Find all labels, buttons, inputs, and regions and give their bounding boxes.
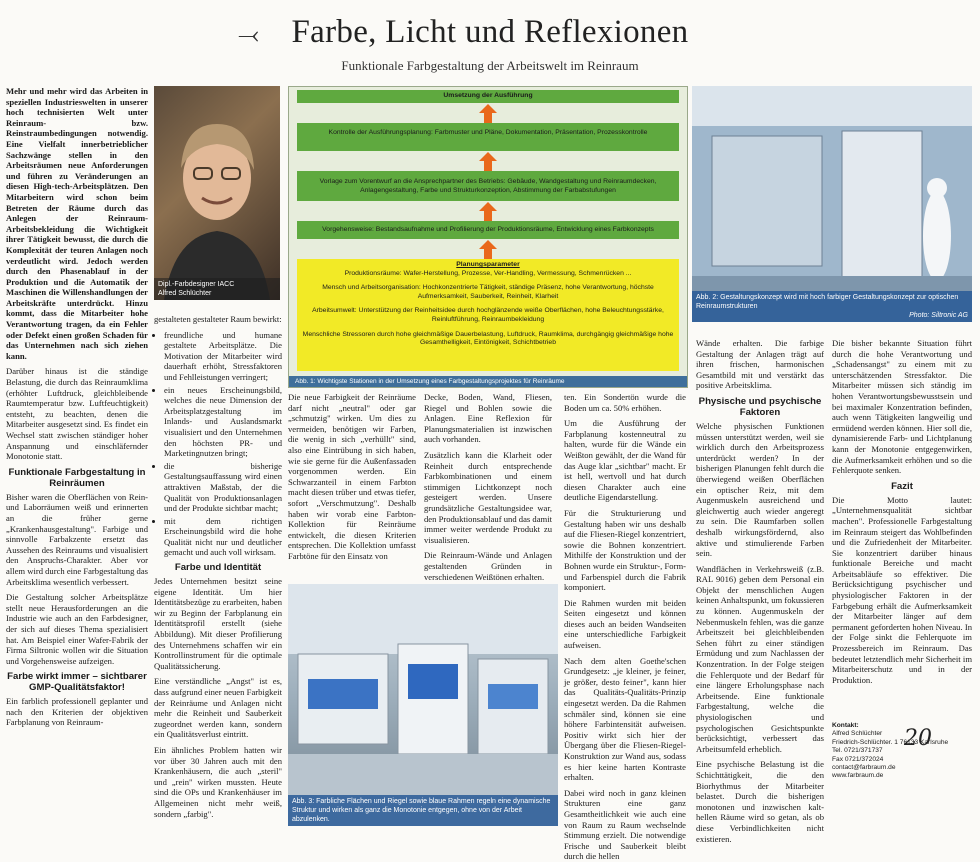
arrow-stem xyxy=(484,211,492,221)
col2-paragraph-2: Jedes Unternehmen besitzt seine eigene Identität. Um hier Identitätsbezüge zu erarbeiten, haben wir zu Beginn der Farbplanung ein Identitätsprofil erstellt (siehe Abbildung). Mit dieser Profilierung des Unternehmens schaffen wir ein Kontrollinstrument für die optimale Qualitätssicherung. xyxy=(154,576,282,671)
portrait-figure xyxy=(154,86,280,300)
contact-box xyxy=(832,722,952,781)
col6-paragraph-3: Wandflächen in Verkehrsweiß (z.B. RAL 9016) geben dem Personal ein Objekt der menschlichen Augen keinen Anhaltspunkt, um fokussieren zu können. Augenmuskeln der Nebenmuskeln fehlen, was die ganze Arbeitszeit bei gleichbleibenden Sehen führt zu einer ständigen Ermüdung und zum Nachlassen der Konzentration. In der Folge steigen die Fehlerquote und der Bedarf für eine längere Erholungsphase nach Arbeitsende. Eine funktionale Farbgestaltung, welche die physiologischen und psychologischen Gesichtspunkte berücksichtigt, verbessert das Arbeitsumfeld erheblich. xyxy=(696,563,824,754)
col2-paragraph-3: Eine verständliche „Angst" ist es, dass aufgrund einer neuen Farbigkeit der Reinräume und Anlagen nicht mehr die Reinheit und Sauberkeit zugeordnet werden kann, sondern ein Qualitätsverlust eintritt. xyxy=(154,676,282,740)
contact-street: Friedrich-Schlüchter. 1 76133 Karlsruhe xyxy=(832,738,949,746)
intro-paragraph-3: Bisher waren die Oberflächen von Rein- und Laborräumen weiß und erinnerten an die früher gerne „Krankenhausgestaltung". Farbige und sinnvolle Farbakzente ersetzt das Aussehen des Reinraums und visualisiert den Anspruchs-Charakter. Aber vor allem wird durch eine Farbgestaltung das Arbeitsklima wesentlich verbessert. xyxy=(6,491,148,587)
arrow-up-icon xyxy=(479,202,497,211)
planning-line-stressors: Menschliche Stressoren durch hohe gleichmäßige Dauerbelastung, Luftdruck, Raumklima, durchgängig gleichmäßige hohe Gesamthelligkeit, Eintönigkeit, Schichtbetrieb xyxy=(302,330,674,347)
contact-phone: Tel. 0721/371737 xyxy=(832,747,883,755)
portrait-caption-title: Dipl.-Farbdesigner IACC xyxy=(158,281,235,288)
contact-website[interactable]: www.farbraum.de xyxy=(832,772,884,780)
diagram-caption: Abb. 1: Wichtigste Stationen in der Umsetzung eines Farbgestaltungsprojektes für Reinräume xyxy=(289,376,687,387)
col4-paragraph-1: Decke, Boden, Wand, Fliesen, Riegel und Bohlen sowie die Anlagen. Eine Reflexion für Planungsmaterialien ist inzwischen auch vorhanden. xyxy=(424,392,552,445)
column-4 xyxy=(424,392,552,582)
column-2 xyxy=(154,314,282,826)
section-heading-identitaet: Farbe und Identität xyxy=(174,562,262,574)
col5-paragraph-2: Um die Ausführung der Farbplanung kostenneutral zu halten, wurde für die Wände ein Weißton gewählt, der die Wand für das Auge klar „sichtbar" macht. Er ist hell, wertvoll und hat durch diesen Charakter auch eine deutliche Eigendarstellung. xyxy=(564,418,686,503)
col2-intro: gestalteten gestalteter Raum bewirkt: xyxy=(154,314,282,324)
page-title: Farbe, Licht und Reflexionen xyxy=(291,14,689,50)
column-7 xyxy=(832,338,972,718)
cleanroom-photo-bottom xyxy=(288,584,558,826)
col7-paragraph-1: Die bisher bekannte Situation führt durch die hohe Verantwortung und „Schadensangst" zu einem mit zu unterschätzenden Stressfaktor. Die Mitarbeiter müssen sich ständig im hohen Verantwortungsbewusstsein und bei maximaler Konzentration befinden, auch wenn Tätigkeiten langweilig und ermüdend werden können. Hier soll die, dynamisierende Farb- und Lichtplanung kann der Monotonie entgegenwirken, die Aufmerksamkeit erhöhen und so die Fehlerquote senken. xyxy=(832,338,972,476)
planning-line-environment: Arbeitsumwelt: Unterstützung der Reinheitsidee durch hochglänzende weiße Oberflächen, hohe Beleuchtungsstärke, Reinluftführung, Reinraumbekleidung xyxy=(312,307,664,323)
col3-paragraph: Die neue Farbigkeit der Reinräume darf nicht „neutral" oder gar „schmutzig" wirken. Um dies zu vermeiden, benötigen wir Farben, die wenig in sich „verhüllt" sind, also eine Eintrübung in sich haben, wie sie gerne für die Außenfassaden vorgenommen werden. Ein Schwarzanteil in einem Farbton macht diesen trüber und etwas tiefer, sofort „Verschmutzung". Deshalb haben wir vorab eine Farbton-Kollektion für Reinräume entwickelt, die diesen Kriterien entsprechen. Die Kollektion umfasst Farbtöne für den Einsatz von xyxy=(288,392,416,561)
contact-fax: Fax 0721/372024 xyxy=(832,755,884,763)
col5-paragraph-5: Nach dem alten Goethe'schen Grundgesetz: „je kleiner, je feiner, je größer, desto feiner", kann hier das Qualitäts-Qualitäts-Prinzip eingesetzt werden. Da die Rahmen schmäler sind, können sie eine höhere Farbintensität aufweisen. Positiv wirkt sich hier der Übergang über die Fliesen-Riegel-Konstruktion zur Wand aus, sodass es hier keine harten Kontraste erhalten. xyxy=(564,655,686,783)
planning-title: Planungsparameter xyxy=(456,261,520,268)
col4-paragraph-2: Zusätzlich kann die Klarheit oder Reinheit durch entsprechende Farbkombinationen und einem stimmigen Lichtkonzept noch gesteigert werden. Unsere grundsätzliche Gestaltungsidee war, den Produktionsablauf und das damit immer weiter werdende Produkt zu visualisieren. xyxy=(424,449,552,545)
intro-paragraph-4: Die Gestaltung solcher Arbeitsplätze stellt neue Herausforderungen an die Industrie wie auch an den Farbdesigner, der sich auf dieses Thema spezialisiert hat. Am Beispiel einer Wafer-Fabrik der Firma Siltronic wollen wir die Situation und Vorgehensweise aufzeigen. xyxy=(6,592,148,666)
benefits-list xyxy=(154,330,282,558)
cleanroom-corridor-scene xyxy=(692,86,972,322)
col4-paragraph-3: Die Reinraum-Wände und Anlagen gestaltenden Gründen in verschiedenen Weißtönen erhalten. xyxy=(424,550,552,582)
process-diagram xyxy=(288,86,688,388)
column-3 xyxy=(288,392,416,578)
planning-line-people: Mensch und Arbeitsorganisation: Hochkonzentrierte Tätigkeit, ständige Präsenz, hohe Verantwortung, höchste Aufmerksamkeit, Sauberkeit, Reinheit, Klarheit xyxy=(322,284,654,300)
benefit-item: • freundliche und humane gestaltete Arbeitsplätze. Die Motivation der Mitarbeiter wird dauerhaft erhöht, Stressfaktoren und Fehlleistungen verringert; xyxy=(164,330,282,383)
col7-paragraph-2: Die Motto lautet: „Unternehmensqualität sichtbar machen". Professionelle Farbgestaltung im Reinraum steigert das Wohlbefinden und die Zufriedenheit der Mitarbeiter. Sie konzentriert darüber hinaus funktionale Bereiche und macht Arbeitsabläufe so effektiver. Die Berücksichtigung psychischer und physiologischer Faktoren in der Farbgebung erhält die Aufmerksamkeit der Mitarbeiter länger auf dem permanent geforderten hohen Niveau. In der Folge sinkt die Fehlerquote im Prozessbereich im Reinraum. Das bedeutet letztendlich mehr Sicherheit im Mitarbeiterschutz und in der Produktion. xyxy=(832,494,972,685)
right-photo-caption xyxy=(692,291,972,322)
column-5 xyxy=(564,392,686,862)
benefit-item: • mit dem richtigen Erscheinungsbild wird die hohe Qualität nicht nur und deutlicher gemacht und auch voll wirksam. xyxy=(164,516,282,558)
section-heading-faktoren: Physische und psychische Faktoren xyxy=(698,395,822,418)
pen-stroke-icon: ⤙ xyxy=(238,20,259,50)
col6-paragraph-2: Welche physischen Funktionen müssen unterstützt werden, weil sie wirklich durch den Arbeitsprozess unterdrückt werden? In der bisherigen Planungen fehlt durch die überwiegend weißen Oberflächen ein optischer Reiz, mit dem Augenmuskeln ausreichend und gleichwertig auch wieder angeregt zu sein. Die Raumfarben sollen deshalb wirkungsfördernd, also aktive und stimulierende Farben sein. xyxy=(696,420,824,559)
intro-paragraph-2: Darüber hinaus ist die ständige Belastung, die durch das Reinraumklima (erhöhter Luftdruck, gleichbleibende Raumtemperatur bzw. Luftfeuchtigkeit) entsteht, zu beachten, denen die Mitarbeiter ausgesetzt sind. Es findet ein Wechsel statt zwischen ständiger hoher Anspannung und einschläfernder Monotonie statt. xyxy=(6,366,148,462)
portrait-caption xyxy=(154,278,280,300)
benefit-item: • ein neues Erscheinungsbild, welches die neue Dimension der Arbeitsplatzgestaltung im Inlands- und Auslandsmarkt visualisiert und den Unternehmen den höchsten PR- und Marketingnutzen bringt; xyxy=(164,385,282,459)
col6-paragraph-4: Eine psychische Belastung ist die Schichttätigkeit, die den Biorhythmus der Mitarbeiter belastet. Durch die bisherigen monotonen und inzwischen kalt-hellen Räume wird so getan, als ob diese Verbindlichkeiten nicht existieren. xyxy=(696,759,824,844)
diagram-step-execution: Umsetzung der Ausführung xyxy=(297,90,679,103)
intro-column xyxy=(6,86,148,826)
section-heading-gmp: Farbe wirkt immer – sichtbarer GMP-Qualitätsfaktor! xyxy=(7,671,147,694)
column-6 xyxy=(696,338,824,844)
arrow-stem xyxy=(484,113,492,123)
author-portrait xyxy=(154,86,280,300)
diagram-step-draft: Vorlage zum Vorentwurf an die Ansprechpartner des Betriebs: Gebäude, Wandgestaltung und Reinraumdecken, Anlagengestaltung, Farbe und Strukturkonzeption, Abstimmung der Farbabstufungen xyxy=(297,171,679,201)
cleanroom-scene xyxy=(288,584,558,826)
intro-lead: Mehr und mehr wird das Arbeiten in speziellen Industrieswelten in unserer hoch technisierten Welt unter Reinraum- bzw. Reinstraumbedingungen notwendig. Eine Vielfalt innerbetrieblicher Sachzwänge stellen in den Arbeitsräumen neue Anforderungen und führen zu Veränderungen an diesen High-tech-Arbeitsplätzen. Den Mitarbeitern wird schon beim Betreten der Räume durch das Anlegen der Reinraum-Arbeitsbekleidung die Wichtigkeit ihrer Tätigkeit bewusst, die durch die Komplexität der teuren Anlagen noch verdeutlicht wird. Jedoch werden durch den Phasenablauf in der Produktion und die Automatik der Maschinen die Willenshandlungen der Arbeitskräfte unterdrückt. Hinzu kommt, dass die Mitarbeiter hohe Verantwortung tragen, da ein Fehler oder Defekt einen großen Schaden für das Unternehmen nach sich ziehen kann. xyxy=(6,86,148,361)
arrow-up-icon xyxy=(479,152,497,161)
page-subtitle: Funktionale Farbgestaltung der Arbeitswelt im Reinraum xyxy=(341,58,639,73)
right-photo-caption-text: Abb. 2: Gestaltungskonzept wird mit hoch farbiger Gestaltungskonzept zur optischen Reinraumstrukturen xyxy=(696,294,959,310)
cleanroom-photo-right xyxy=(692,86,972,322)
section-heading-farbgestaltung: Funktionale Farbgestaltung in Reinräumen xyxy=(8,466,146,489)
arrow-up-icon xyxy=(479,104,497,113)
right-photo-credit: Photo: Siltronic AG xyxy=(909,312,968,319)
contact-label: Kontakt: xyxy=(832,722,859,729)
diagram-step-approach: Vorgehensweise: Bestandsaufnahme und Profilierung der Produktionsräume, Entwicklung eines Farbkonzepts xyxy=(297,221,679,239)
col2-paragraph-4: Ein ähnliches Problem hatten wir vor über 30 Jahren auch mit den Krankenhäusern, die auch „steril" und „rein" wirken mussten. Heute sind die OPs und Krankenhäuser im Allgemeinen nicht mehr weiß, sondern „farbig". xyxy=(154,744,282,819)
handwritten-page-number: 20 xyxy=(904,726,932,751)
benefit-item: • die bisherige Gestaltungsauffassung wird einen attraktiven Maßstab, der die Qualität von Produktionsanlagen und der Produkte sichtbar macht; xyxy=(164,461,282,514)
arrow-stem xyxy=(484,161,492,171)
diagram-step-control: Kontrolle der Ausführungsplanung: Farbmuster und Pläne, Dokumentation, Präsentation, Prozesskontrolle xyxy=(297,123,679,151)
col5-paragraph-4: Die Rahmen wurden mit beiden Seiten eingesetzt und können dieses auch an beiden Wandseiten eine unterschiedliche Farbigkeit aufweisen. xyxy=(564,597,686,651)
portrait-caption-name: Alfred Schlüchter xyxy=(158,290,212,297)
intro-paragraph-5: Ein farblich professionell geplanter und nach den Kriterien der objektiven Farbplanung von Reinraum- xyxy=(6,696,148,728)
col6-paragraph-1: Wände erhalten. Die farbige Gestaltung der Anlagen trägt auf ihren frischen, harmonischen Gesamtbild mit und verstärkt das positive Arbeitsklima. xyxy=(696,338,824,391)
col5-paragraph-6: Dabei wird noch in ganz kleinen Strukturen eine ganz Gesamtheitlichkeit wie auch eine von Raum zu Raum wechselnde Stimmung erzielt. Die notwendige Frische und Sauberkeit bleibt durch die hellen xyxy=(564,787,686,862)
section-heading-fazit: Fazit xyxy=(891,480,913,492)
diagram-planning-parameters xyxy=(297,259,679,371)
arrow-up-icon xyxy=(479,240,497,249)
col5-paragraph-1: ten. Ein Sondertön wurde die Boden um ca. 50% erhöhen. xyxy=(564,392,686,413)
col5-paragraph-3: Für die Strukturierung und Gestaltung haben wir uns deshalb auf die Fliesen-Riegel konzentriert, sowie die Bohnen konzentriert. Mithilfe der Konstruktion und der Bohnen wurde ein Struktur-, Form- und Farbenspiel durch die Fabrik komponiert. xyxy=(564,507,686,593)
contact-name: Alfred Schlüchter xyxy=(832,730,883,738)
arrow-stem xyxy=(484,249,492,259)
contact-email[interactable]: contact@farbraum.de xyxy=(832,764,896,772)
bottom-photo-caption: Abb. 3: Farbliche Flächen und Riegel sowie blaue Rahmen regeln eine dynamische Struktur und wirken als ganz die Monotonie entgegen, ohne von der Arbeit abzulenken. xyxy=(288,795,558,826)
planning-line-production: Produktionsräume: Wafer-Herstellung, Prozesse, Ver-Handling, Vermessung, Schmenrücken ... xyxy=(344,269,632,277)
